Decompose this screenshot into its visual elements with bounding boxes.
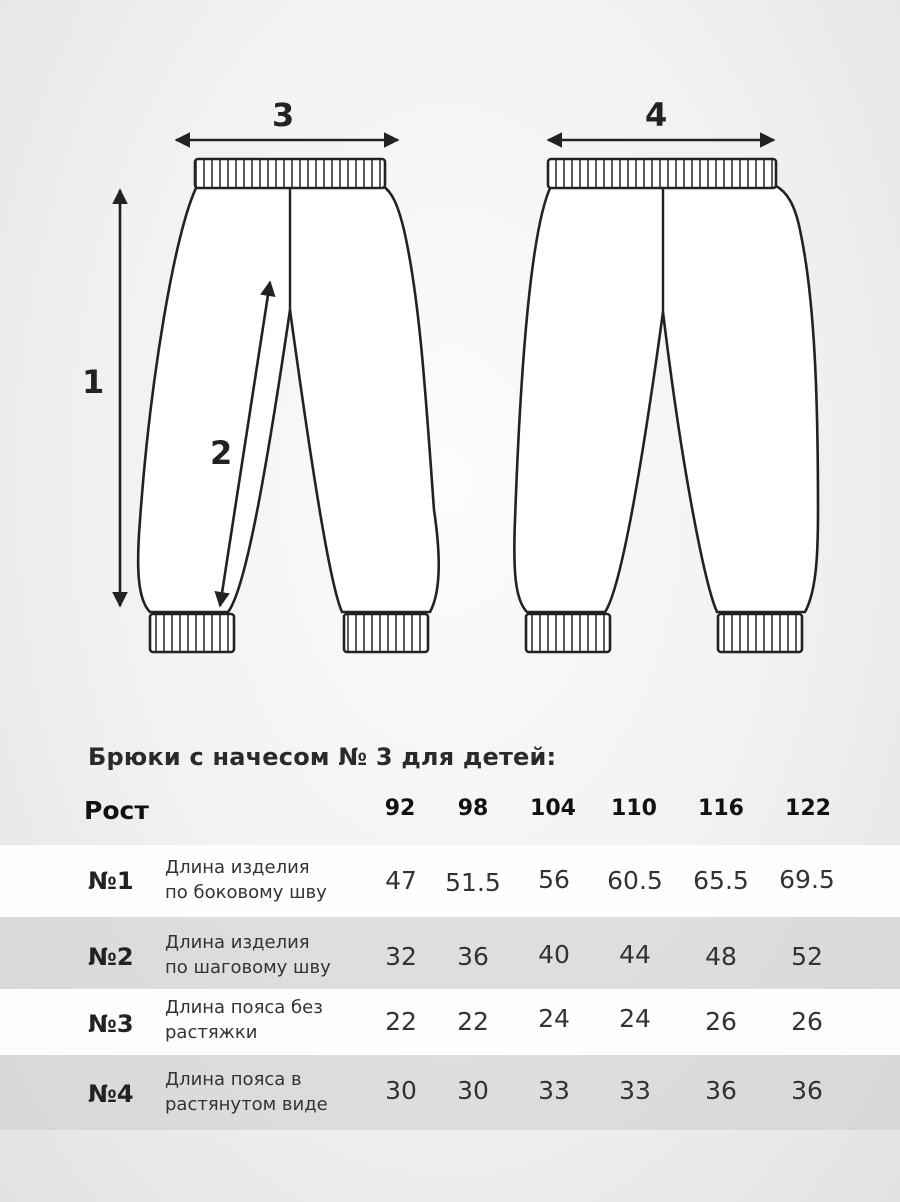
table-cell: 48 — [705, 942, 737, 971]
size-header: 92 — [384, 796, 416, 821]
size-header: 116 — [698, 796, 744, 821]
table-cell: 30 — [385, 1076, 417, 1105]
table-cell: 33 — [619, 1076, 651, 1105]
table-cell: 22 — [457, 1007, 489, 1036]
table-cell: 60.5 — [607, 866, 663, 895]
row-description: Длина изделия по шаговому шву — [165, 932, 331, 978]
measure-label-3: 3 — [272, 96, 295, 134]
row-description: Длина изделия по боковому шву — [165, 857, 327, 903]
size-header: 98 — [457, 796, 489, 821]
row-code: №4 — [88, 1080, 134, 1108]
table-cell: 24 — [619, 1004, 651, 1033]
table-row — [0, 1055, 900, 1130]
table-cell: 22 — [385, 1007, 417, 1036]
back-left-cuff — [526, 614, 610, 652]
size-header: 110 — [611, 796, 657, 821]
table-cell: 26 — [705, 1007, 737, 1036]
table-cell: 33 — [538, 1076, 570, 1105]
table-cell: 69.5 — [779, 865, 835, 894]
table-row — [0, 845, 900, 917]
table-row — [0, 989, 900, 1055]
front-right-cuff — [344, 614, 428, 652]
measure-label-2: 2 — [210, 434, 233, 472]
table-cell: 36 — [705, 1076, 737, 1105]
table-cell: 26 — [791, 1007, 823, 1036]
measure-label-1: 1 — [82, 363, 105, 401]
table-cell: 51.5 — [445, 868, 501, 897]
row-code: №3 — [88, 1010, 134, 1038]
back-right-cuff — [718, 614, 802, 652]
measure-label-4: 4 — [645, 96, 668, 134]
table-cell: 65.5 — [693, 866, 749, 895]
back-pants-outline — [514, 159, 818, 652]
table-cell: 36 — [457, 942, 489, 971]
table-cell: 47 — [385, 866, 417, 895]
table-title: Брюки с начесом № 3 для детей: — [88, 743, 557, 771]
height-header: Рост — [84, 796, 149, 825]
table-cell: 52 — [791, 942, 823, 971]
row-code: №1 — [88, 867, 134, 895]
table-row — [0, 917, 900, 989]
row-description: Длина пояса в растянутом виде — [165, 1069, 328, 1115]
table-cell: 56 — [538, 865, 570, 894]
table-cell: 44 — [619, 940, 651, 969]
table-cell: 30 — [457, 1076, 489, 1105]
front-left-cuff — [150, 614, 234, 652]
front-waistband — [195, 159, 385, 188]
size-header: 122 — [785, 796, 831, 821]
size-header: 104 — [530, 796, 576, 821]
table-cell: 40 — [538, 940, 570, 969]
back-waistband — [548, 159, 776, 188]
front-pants-outline — [138, 159, 439, 652]
row-description: Длина пояса без растяжки — [165, 997, 323, 1043]
table-cell: 32 — [385, 942, 417, 971]
table-cell: 36 — [791, 1076, 823, 1105]
row-code: №2 — [88, 943, 134, 971]
table-cell: 24 — [538, 1004, 570, 1033]
